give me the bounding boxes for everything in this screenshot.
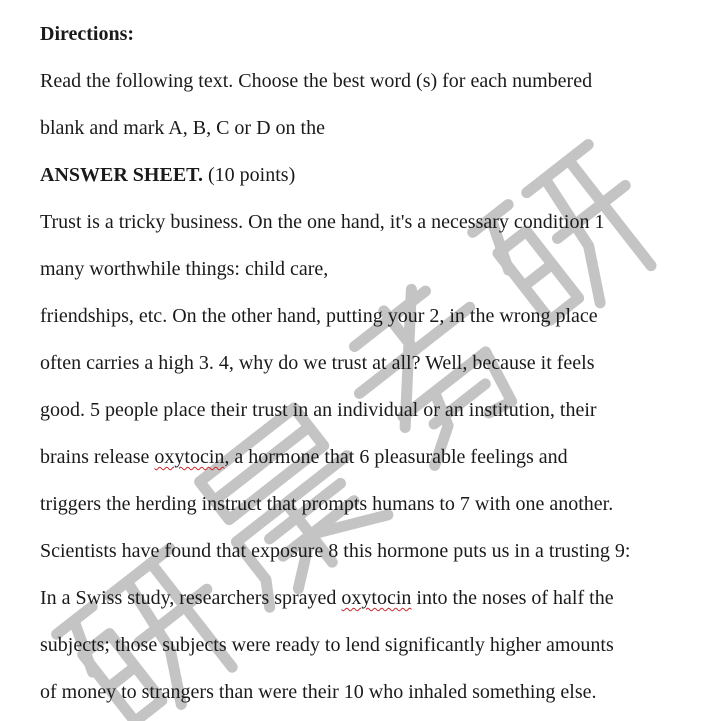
passage-line-7: triggers the herding instruct that prompts humans to 7 with one another.: [40, 493, 614, 515]
passage-line-6-start: brains release: [40, 446, 155, 468]
passage-line-9-end: into the noses of half the: [411, 587, 614, 609]
passage-line-6-end: , a hormone that 6 pleasurable feelings and: [224, 446, 568, 468]
spellcheck-word-oxytocin-2: oxytocin: [341, 587, 412, 609]
passage-line-2: many worthwhile things: child care,: [40, 258, 329, 280]
instructions-line-3: [40, 155, 700, 202]
instructions-line-1: Read the following text. Choose the best word (s) for each numbered: [40, 70, 593, 92]
answer-sheet-label: ANSWER SHEET.: [40, 164, 204, 186]
passage-line-1: Trust is a tricky business. On the one hand, it's a necessary condition 1: [40, 211, 605, 233]
passage-line-8: Scientists have found that exposure 8 this hormone puts us in a trusting 9:: [40, 540, 631, 562]
passage-line-9: [40, 578, 700, 625]
points-label: (10 points): [203, 164, 296, 186]
directions-heading: Directions:: [40, 23, 135, 45]
instructions-line-2: blank and mark A, B, C or D on the: [40, 117, 325, 139]
passage-line-4: often carries a high 3. 4, why do we trust at all? Well, because it feels: [40, 352, 595, 374]
passage-line-11: of money to strangers than were their 10 who inhaled something else.: [40, 681, 597, 703]
spellcheck-word-oxytocin: oxytocin: [154, 446, 225, 468]
passage-line-10: subjects; those subjects were ready to lend significantly higher amounts: [40, 634, 614, 656]
passage-line-6: [40, 437, 700, 484]
passage-line-5: good. 5 people place their trust in an individual or an institution, their: [40, 399, 597, 421]
passage-line-3: friendships, etc. On the other hand, putting your 2, in the wrong place: [40, 305, 598, 327]
directions-text-block: [40, 14, 700, 719]
passage-line-9-start: In a Swiss study, researchers sprayed: [40, 587, 342, 609]
